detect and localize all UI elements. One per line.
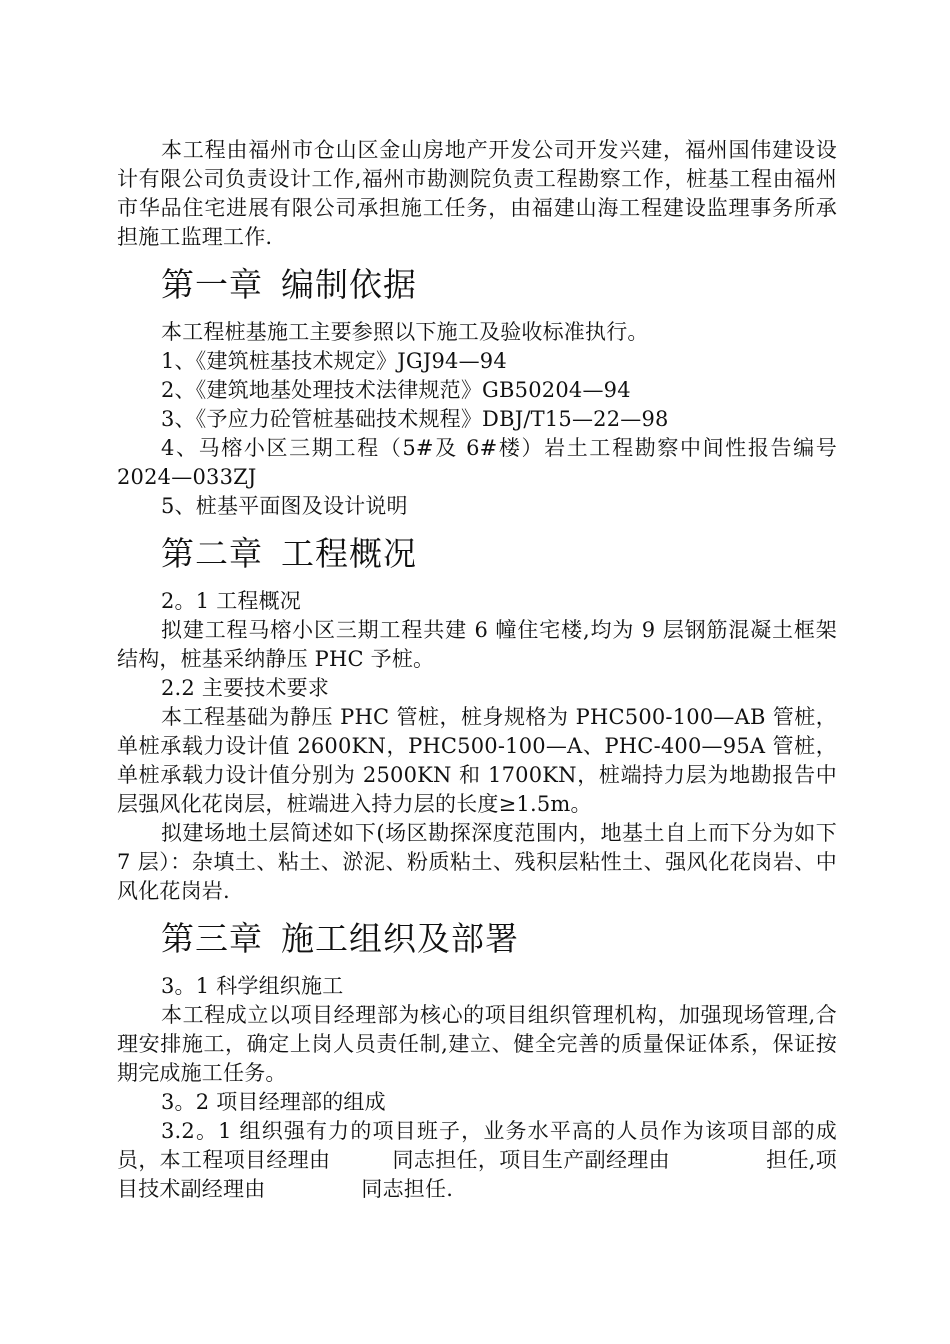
section-3-2-1-text-a: 3.2。1 组织强有力的项目班子，业务水平高的人员作为该项目部的成员，本工程项目经理由	[117, 1119, 837, 1172]
section-3-2-1-text-b: 同志担任，项目生产副经理由	[392, 1148, 670, 1172]
chapter-1-heading	[117, 264, 837, 306]
document-page	[117, 136, 837, 1204]
chapter-3-heading	[117, 918, 837, 960]
section-3-1-body: 本工程成立以项目经理部为核心的项目组织管理机构，加强现场管理,合理安排施工，确定上岗人员责任制,建立、健全完善的质量保证体系，保证按期完成施工任务。	[117, 1003, 837, 1085]
standard-item-5: 5、桩基平面图及设计说明	[161, 494, 408, 518]
section-2-2-title: 2.2 主要技术要求	[161, 676, 330, 700]
chapter-3-number: 第三章	[161, 919, 263, 958]
section-3-2-1-text-d: 同志担任.	[361, 1177, 454, 1201]
standard-item-1: 1、《建筑桩基技术规定》JGJ94—94	[161, 349, 507, 373]
section-2-2-body-1: 本工程基础为静压 PHC 管桩，桩身规格为 PHC500-100—AB 管桩，单桩承载力设计值 2600KN，PHC500-100—A、PHC-400—95A 管桩，单桩承载力设计值分别为 2500KN 和 1700KN，桩端持力层为地勘报告中层强风化花岗层，桩端进入持力层的长度≥1.5m。	[117, 705, 837, 816]
section-3-2-title: 3。2 项目经理部的组成	[161, 1090, 386, 1114]
section-3-2-1-body	[117, 1117, 837, 1204]
section-3-2-1-text-c: 担任,项目技术副经理由	[117, 1148, 838, 1201]
chapter-1-number: 第一章	[161, 265, 263, 304]
chapter-1-title: 编制依据	[281, 265, 417, 304]
section-3-1-title: 3。1 科学组织施工	[161, 974, 344, 998]
chapter-2-title: 工程概况	[281, 534, 417, 573]
chapter-1-lead: 本工程桩基施工主要参照以下施工及验收标准执行。	[161, 320, 649, 344]
chapter-3-title: 施工组织及部署	[281, 919, 519, 958]
section-2-2-body-2: 拟建场地土层简述如下(场区勘探深度范围内，地基土自上而下分为如下 7 层）：杂填土、粘土、淤泥、粉质粘土、残积层粘性土、强风化花岗岩、中风化花岗岩.	[117, 821, 837, 903]
standard-item-3: 3、《予应力砼管桩基础技术规程》DBJ/T15—22—98	[161, 407, 669, 431]
section-2-1-body: 拟建工程马榕小区三期工程共建 6 幢住宅楼,均为 9 层钢筋混凝土框架结构，桩基采纳静压 PHC 予桩。	[117, 618, 837, 671]
chapter-2-number: 第二章	[161, 534, 263, 573]
intro-paragraph: 本工程由福州市仓山区金山房地产开发公司开发兴建，福州国伟建设设计有限公司负责设计工作,福州市勘测院负责工程勘察工作，桩基工程由福州市华品住宅进展有限公司承担施工任务，由福建山海工程建设监理事务所承担施工监理工作.	[117, 138, 837, 249]
standard-item-4: 4、马榕小区三期工程（5#及 6#楼）岩土工程勘察中间性报告编号 2024—033ZJ	[117, 436, 837, 489]
chapter-2-heading	[117, 533, 837, 575]
standard-item-2: 2、《建筑地基处理技术法律规范》GB50204—94	[161, 378, 631, 402]
section-2-1-title: 2。1 工程概况	[161, 589, 301, 613]
